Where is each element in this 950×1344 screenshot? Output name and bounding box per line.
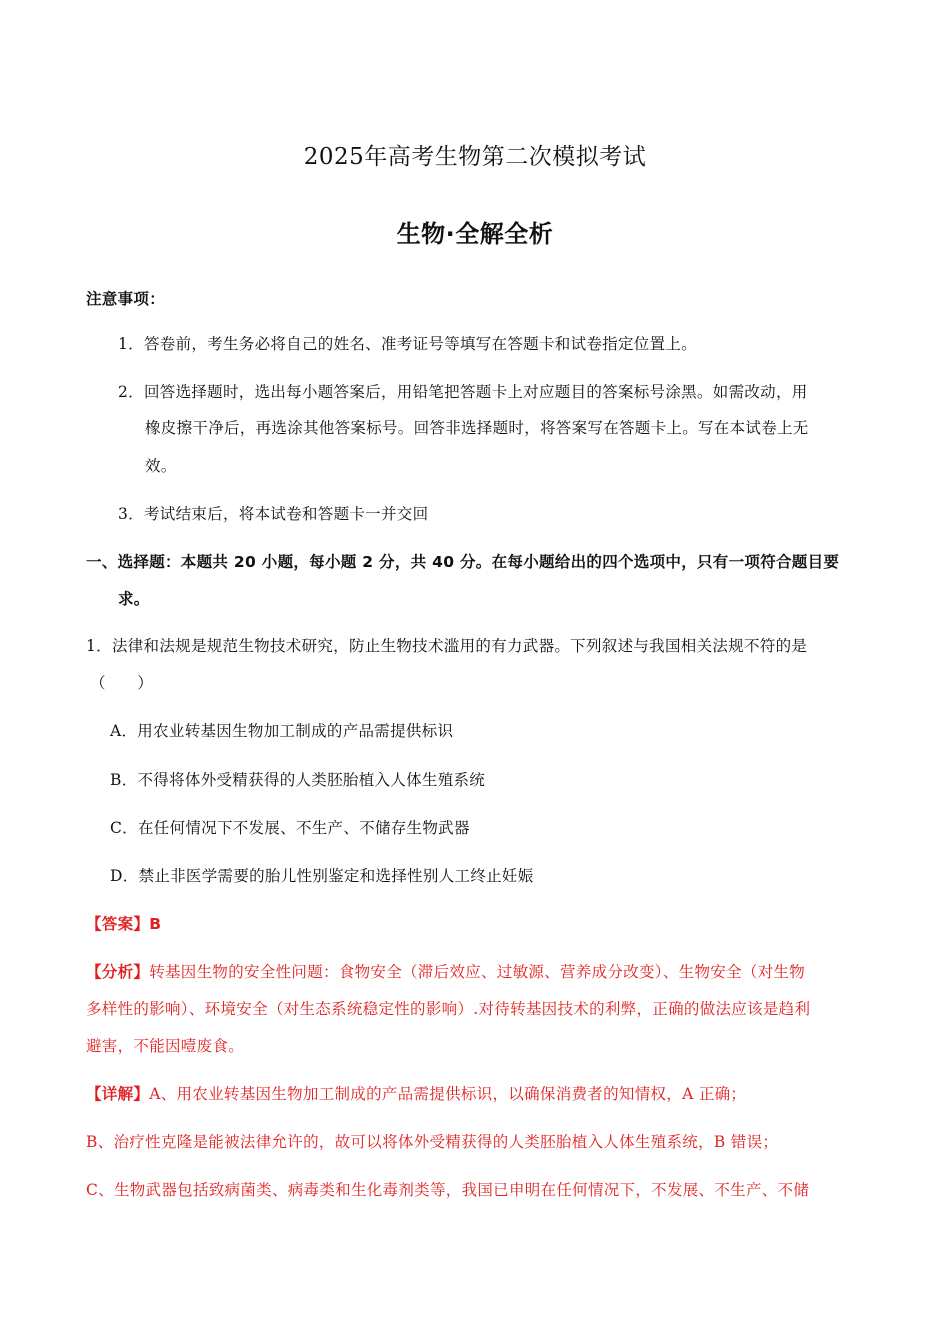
notice-item-number: 1．: [118, 335, 144, 353]
answer-line: [86, 912, 161, 934]
detail-line-3: C、生物武器包括致病菌类、病毒类和生化毒剂类等，我国已申明在任何情况下，不发展、不生产、不储: [86, 1181, 810, 1199]
detail-line-2: B、治疗性克隆是能被法律允许的，故可以将体外受精获得的人类胚胎植入人体生殖系统，B 错误；: [86, 1133, 779, 1151]
notice-heading: 注意事项：: [86, 290, 166, 308]
option-d: D．禁止非医学需要的胎儿性别鉴定和选择性别人工终止妊娠: [110, 867, 534, 885]
section-heading: 一、选择题：本题共 20 小题，每小题 2 分，共 40 分。在每小题给出的四个选项中，只有一项符合题目要: [86, 553, 840, 571]
notice-item-text: 回答选择题时，选出每小题答案后，用铅笔把答题卡上对应题目的答案标号涂黑。如需改动，用: [143, 383, 808, 401]
notice-item-3: [118, 502, 428, 524]
detail-line-1: [86, 1082, 746, 1104]
notice-item-1: [118, 332, 697, 354]
analysis-text: 转基因生物的安全性问题：食物安全（滞后效应、过敏源、营养成分改变）、生物安全（对生物: [149, 963, 806, 981]
notice-item-2: [118, 380, 808, 402]
analysis-tag: 【分析】: [86, 963, 150, 981]
detail-tag: 【详解】: [86, 1085, 150, 1103]
option-a: A．用农业转基因生物加工制成的产品需提供标识: [110, 722, 454, 740]
notice-item-text: 答卷前，考生务必将自己的姓名、准考证号等填写在答题卡和试卷指定位置上。: [143, 335, 697, 353]
notice-item-number: 3．: [118, 505, 144, 523]
analysis-line-3: 避害，不能因噎废食。: [86, 1037, 245, 1055]
detail-text: A、用农业转基因生物加工制成的产品需提供标识，以确保消费者的知情权，A 正确；: [149, 1085, 747, 1103]
page-subtitle: 生物·全解全析: [396, 220, 554, 248]
option-c: C．在任何情况下不发展、不生产、不储存生物武器: [110, 819, 470, 837]
answer-tag: 【答案】: [86, 915, 150, 933]
notice-item-2-line-3: 效。: [145, 457, 177, 475]
question-stem: 1．法律和法规是规范生物技术研究，防止生物技术滥用的有力武器。下列叙述与我国相关法规不符的是: [86, 637, 808, 655]
notice-item-number: 2．: [118, 383, 144, 401]
analysis-line-1: [86, 960, 805, 982]
page-title: 2025年高考生物第二次模拟考试: [303, 144, 647, 170]
notice-item-text: 考试结束后，将本试卷和答题卡一并交回: [143, 505, 429, 523]
answer-value: B: [149, 915, 162, 933]
analysis-line-2: 多样性的影响）、环境安全（对生态系统稳定性的影响）.对待转基因技术的利弊，正确的做法应该是趋利: [86, 1000, 811, 1018]
notice-item-2-line-2: 橡皮擦干净后，再选涂其他答案标号。回答非选择题时，将答案写在答题卡上。写在本试卷上无: [145, 419, 809, 437]
question-blank: （ ）: [90, 674, 154, 692]
section-heading-line-2: 求。: [118, 590, 150, 608]
option-b: B．不得将体外受精获得的人类胚胎植入人体生殖系统: [110, 771, 486, 789]
